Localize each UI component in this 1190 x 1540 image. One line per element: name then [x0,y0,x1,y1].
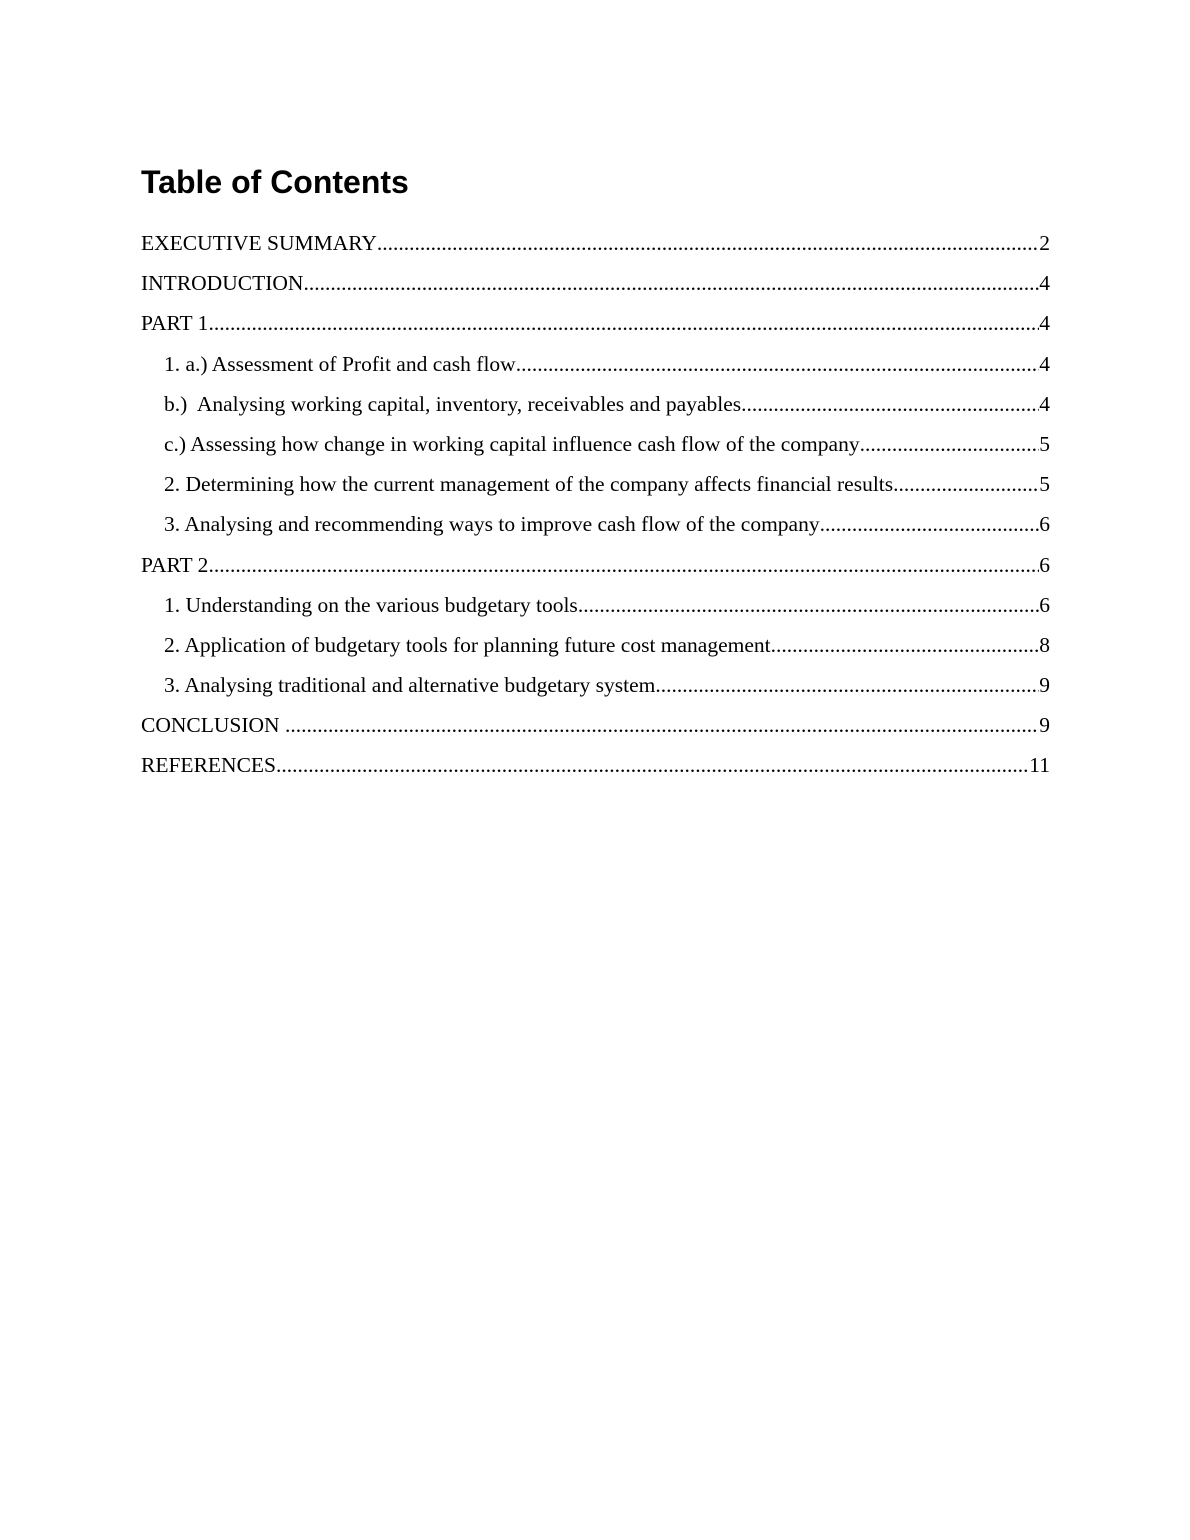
toc-leader-dots [860,426,1040,462]
toc-entry-label: INTRODUCTION [141,271,304,296]
toc-entry-label: EXECUTIVE SUMMARY [141,231,377,255]
toc-entry-page-number: 4 [1039,311,1050,336]
toc-entry-references[interactable] [141,747,1050,787]
toc-entry-label: 1. Understanding on the various budgetary tools [164,592,578,617]
toc-entry-page-number: 2 [1039,231,1050,255]
toc-entry-label: 2. Application of budgetary tools for planning future cost management [164,632,771,657]
toc-entry-page-number: 9 [1039,673,1050,698]
toc-leader-dots [893,466,1039,502]
toc-entry-page-number: 6 [1039,552,1050,577]
toc-entry-part-2[interactable] [141,547,1050,587]
toc-entry-page-number: 5 [1039,472,1050,497]
toc-entry-page-number: 8 [1039,632,1050,657]
toc-entry-label: 3. Analysing and recommending ways to improve cash flow of the company [164,512,820,537]
toc-leader-dots [516,346,1040,382]
toc-entry-page-number: 4 [1039,271,1050,296]
toc-entry-part-1-c[interactable] [141,426,1050,466]
toc-leader-dots [820,506,1040,542]
toc-heading: Table of Contents [141,164,409,200]
toc-entry-part-1-2[interactable] [141,466,1050,506]
toc-leader-dots [208,305,1039,341]
toc-entry-introduction[interactable] [141,265,1050,305]
toc-entry-page-number: 11 [1029,753,1050,778]
toc-entry-label: PART 2 [141,552,209,577]
toc-entry-label: PART 1 [141,311,209,336]
toc-entry-label: b.) Analysing working capital, inventory, receivables and payables [164,391,742,416]
toc-entry-page-number: 9 [1039,713,1050,738]
toc-entry-part-1-3[interactable] [141,506,1050,546]
toc-entry-label: CONCLUSION [141,713,285,738]
toc-entry-part-2-1[interactable] [141,587,1050,627]
toc-entry-label: c.) Assessing how change in working capital influence cash flow of the company [164,431,860,456]
toc-entry-label: 2. Determining how the current management of the company affects financial results [164,472,894,497]
toc-entry-page-number: 4 [1039,351,1050,376]
toc-entry-part-1[interactable] [141,305,1050,345]
toc-list [141,225,1050,788]
toc-entry-part-1-1a[interactable] [141,346,1050,386]
toc-leader-dots [771,627,1040,663]
toc-leader-dots [303,265,1039,301]
toc-entry-page-number: 5 [1039,431,1050,456]
toc-entry-page-number: 6 [1039,592,1050,617]
toc-leader-dots [741,386,1039,422]
toc-entry-label: REFERENCES [141,753,276,778]
toc-entry-conclusion[interactable] [141,707,1050,747]
toc-leader-dots [377,225,1039,261]
toc-entry-page-number: 6 [1039,512,1050,537]
toc-leader-dots [285,707,1039,743]
toc-entry-label: 1. a.) Assessment of Profit and cash flow [164,351,516,376]
toc-leader-dots [655,667,1039,703]
toc-entry-page-number: 4 [1039,391,1050,416]
toc-entry-part-2-2[interactable] [141,627,1050,667]
toc-leader-dots [578,587,1039,623]
toc-entry-label: 3. Analysing traditional and alternative budgetary system [164,673,656,698]
toc-entry-executive-summary[interactable] [141,225,1050,265]
toc-entry-part-1-b[interactable] [141,386,1050,426]
toc-leader-dots [276,747,1029,783]
toc-entry-part-2-3[interactable] [141,667,1050,707]
toc-leader-dots [208,547,1039,583]
